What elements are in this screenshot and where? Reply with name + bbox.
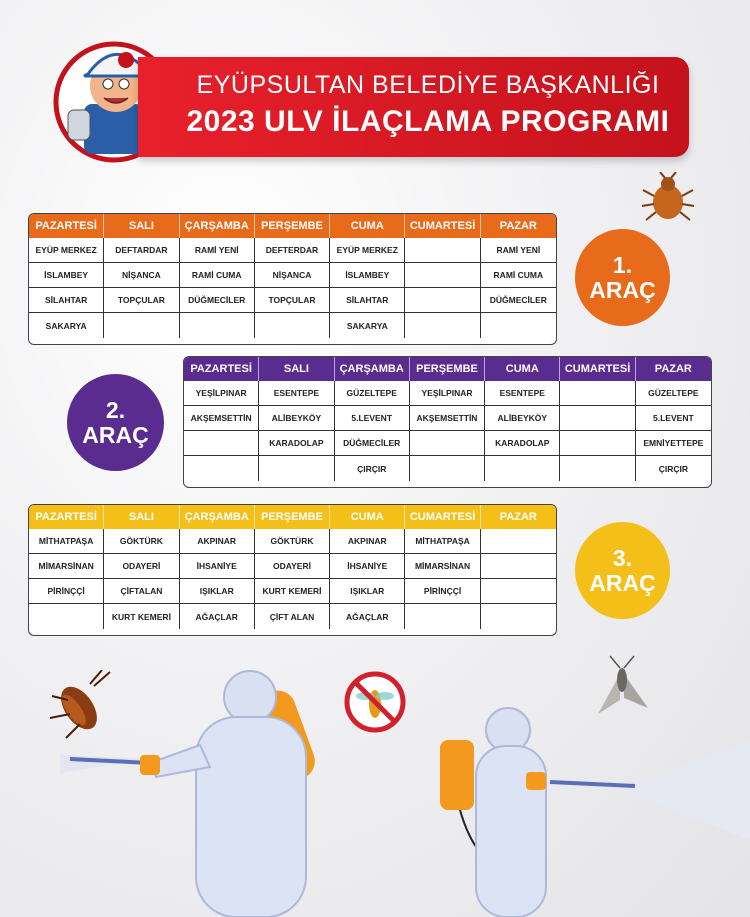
schedule-cell: EYÜP MERKEZ — [330, 238, 405, 263]
schedule-body — [29, 238, 556, 338]
title-banner — [138, 57, 689, 157]
schedule-cell: RAMİ CUMA — [180, 263, 255, 288]
schedule-cell: ALİBEYKÖY — [259, 406, 334, 431]
schedule-cell — [255, 313, 330, 338]
day-header: CUMA — [330, 214, 405, 238]
schedule-cell: MİTHATPAŞA — [29, 529, 104, 554]
schedule-cell — [481, 604, 556, 629]
schedule-cell — [560, 406, 635, 431]
vehicle-number: 3. — [612, 545, 633, 572]
schedule-cell — [180, 313, 255, 338]
day-header: PAZARTESİ — [29, 214, 104, 238]
schedule-cell: TOPÇULAR — [255, 288, 330, 313]
schedule-cell: ÇIRÇIR — [658, 463, 688, 474]
vehicle-1-badge — [575, 229, 670, 326]
vehicle-label: ARAÇ — [589, 569, 656, 596]
vehicle-1-schedule — [28, 213, 557, 345]
day-header: CUMA — [485, 357, 560, 381]
schedule-cell: MİTHATPAŞA — [405, 529, 480, 554]
schedule-cell: YEŞİLPINAR — [410, 381, 485, 406]
vehicle-label: ARAÇ — [82, 421, 149, 448]
schedule-cell: TOPÇULAR — [104, 288, 179, 313]
schedule-cell: DÜĞMECİLER — [481, 288, 556, 313]
schedule-cell — [481, 579, 556, 604]
schedule-cell: MİMARSİNAN — [405, 554, 480, 579]
schedule-cell: RAMİ YENİ — [180, 238, 255, 263]
day-header: SALI — [259, 357, 334, 381]
schedule-cell: GÜZELTEPE — [335, 381, 410, 406]
schedule-cell — [485, 456, 560, 481]
schedule-cell — [184, 431, 259, 456]
schedule-cell: İSLAMBEY — [29, 263, 104, 288]
day-header: PERŞEMBE — [255, 505, 330, 529]
schedule-cell: ODAYERİ — [255, 554, 330, 579]
schedule-header — [29, 214, 556, 238]
schedule-cell: AKPINAR — [330, 529, 405, 554]
day-header: PAZAR — [499, 511, 537, 523]
day-header: SALI — [104, 214, 179, 238]
bedbug-icon — [640, 172, 696, 224]
schedule-cell — [560, 381, 635, 406]
sprayer-worker-icon — [420, 690, 750, 917]
schedule-cell — [481, 313, 556, 338]
schedule-cell: ODAYERİ — [104, 554, 179, 579]
schedule-cell — [410, 456, 485, 481]
schedule-cell: İSLAMBEY — [330, 263, 405, 288]
schedule-cell: ALİBEYKÖY — [485, 406, 560, 431]
no-mosquito-icon — [343, 670, 407, 734]
schedule-cell: DÜĞMECİLER — [180, 288, 255, 313]
schedule-cell: ÇİFT ALAN — [255, 604, 330, 629]
schedule-cell: AKŞEMSETTİN — [410, 406, 485, 431]
day-header: PAZARTESİ — [29, 505, 104, 529]
schedule-cell: GÖKTÜRK — [255, 529, 330, 554]
schedule-header — [184, 357, 711, 381]
schedule-cell: IŞIKLAR — [330, 579, 405, 604]
day-header: PAZARTESİ — [184, 357, 259, 381]
page-subtitle: 2023 ULV İLAÇLAMA PROGRAMI — [186, 105, 670, 138]
schedule-cell: SİLAHTAR — [29, 288, 104, 313]
schedule-cell — [405, 313, 480, 338]
schedule-cell — [405, 604, 480, 629]
schedule-body — [29, 529, 556, 629]
day-header: CUMARTESİ — [405, 214, 480, 238]
schedule-cell — [481, 554, 556, 579]
schedule-cell: AĞAÇLAR — [330, 604, 405, 629]
vehicle-3-schedule — [28, 504, 557, 636]
day-header: CUMARTESİ — [560, 357, 635, 381]
schedule-cell: İHSANİYE — [330, 554, 405, 579]
schedule-cell: SAKARYA — [29, 313, 104, 338]
schedule-cell: 5.LEVENT — [335, 406, 410, 431]
schedule-cell — [405, 263, 480, 288]
vehicle-number: 2. — [105, 397, 126, 424]
schedule-cell: ESENTEPE — [485, 381, 560, 406]
schedule-cell — [184, 456, 259, 481]
schedule-cell: DEFTERDAR — [255, 238, 330, 263]
day-header: SALI — [104, 505, 179, 529]
schedule-cell: ÇIRÇIR — [335, 456, 410, 481]
schedule-cell: KARADOLAP — [485, 431, 560, 456]
schedule-cell — [104, 313, 179, 338]
schedule-cell: DEFTARDAR — [104, 238, 179, 263]
schedule-cell: MİMARSİNAN — [29, 554, 104, 579]
schedule-cell: KARADOLAP — [259, 431, 334, 456]
schedule-cell: IŞIKLAR — [180, 579, 255, 604]
schedule-cell: KURT KEMERİ — [255, 579, 330, 604]
schedule-body — [184, 381, 711, 481]
schedule-cell: NİŞANCA — [255, 263, 330, 288]
schedule-cell: NİŞANCA — [104, 263, 179, 288]
schedule-cell: GÖKTÜRK — [104, 529, 179, 554]
day-header: CUMARTESİ — [405, 505, 480, 529]
schedule-cell: AĞAÇLAR — [180, 604, 255, 629]
schedule-cell: AKPINAR — [180, 529, 255, 554]
day-header: ÇARŞAMBA — [180, 505, 255, 529]
vehicle-2-schedule — [183, 356, 712, 488]
day-header: CUMA — [330, 505, 405, 529]
schedule-cell — [560, 431, 635, 456]
vehicle-number: 1. — [612, 252, 633, 279]
schedule-cell: GÜZELTEPE — [636, 381, 711, 406]
schedule-cell: EYÜP MERKEZ — [29, 238, 104, 263]
schedule-cell: PİRİNÇÇİ — [405, 579, 480, 604]
schedule-cell: EMNİYETTEPE — [636, 431, 711, 456]
day-header: ÇARŞAMBA — [180, 214, 255, 238]
schedule-cell: ESENTEPE — [259, 381, 334, 406]
vehicle-3-badge — [575, 522, 670, 619]
page-title: EYÜPSULTAN BELEDİYE BAŞKANLIĞI — [196, 71, 660, 99]
day-header: PERŞEMBE — [255, 214, 330, 238]
day-header: PAZAR — [499, 220, 537, 232]
vehicle-2-badge — [67, 374, 164, 471]
schedule-cell: KURT KEMERİ — [104, 604, 179, 629]
schedule-cell: SİLAHTAR — [330, 288, 405, 313]
schedule-cell: DÜĞMECİLER — [335, 431, 410, 456]
schedule-cell: İHSANİYE — [180, 554, 255, 579]
schedule-cell: AKŞEMSETTİN — [184, 406, 259, 431]
day-header: ÇARŞAMBA — [335, 357, 410, 381]
schedule-cell — [560, 456, 635, 481]
schedule-cell — [405, 238, 480, 263]
sprayer-worker-icon — [60, 655, 340, 917]
schedule-cell — [481, 529, 556, 554]
schedule-cell: ÇİFTALAN — [104, 579, 179, 604]
schedule-cell: YEŞİLPINAR — [184, 381, 259, 406]
schedule-cell — [29, 604, 104, 629]
schedule-cell — [410, 431, 485, 456]
schedule-cell: RAMİ CUMA — [481, 263, 556, 288]
day-header: PAZAR — [654, 363, 692, 375]
schedule-cell — [259, 456, 334, 481]
day-header: PERŞEMBE — [410, 357, 485, 381]
schedule-cell: SAKARYA — [330, 313, 405, 338]
schedule-cell: PİRİNÇÇİ — [29, 579, 104, 604]
vehicle-label: ARAÇ — [589, 276, 656, 303]
schedule-cell: 5.LEVENT — [636, 406, 711, 431]
schedule-cell: RAMİ YENİ — [481, 238, 556, 263]
schedule-header — [29, 505, 556, 529]
schedule-cell — [405, 288, 480, 313]
